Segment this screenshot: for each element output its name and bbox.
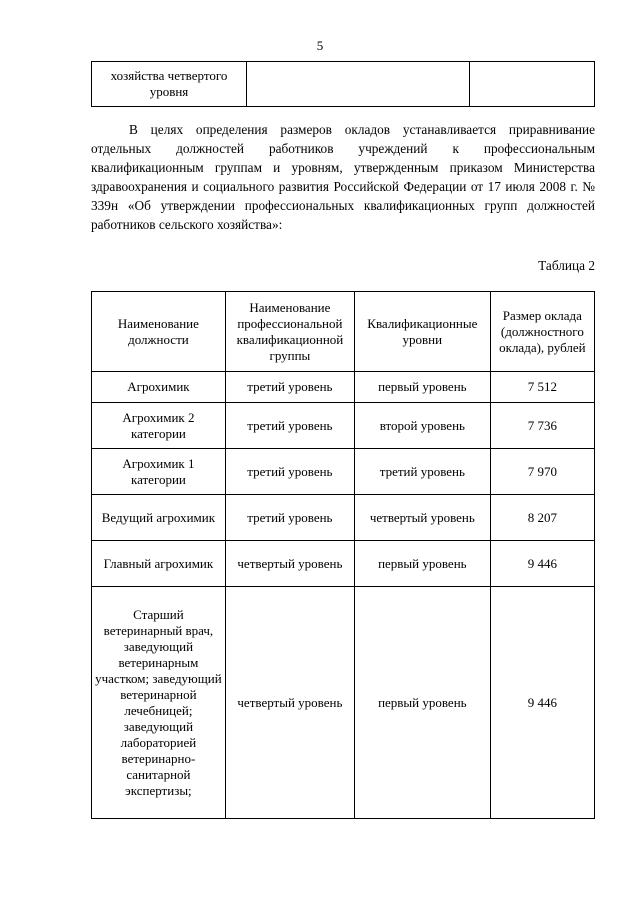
table-cell: третий уровень	[225, 495, 354, 541]
table-row	[92, 541, 595, 587]
table-row	[92, 62, 595, 107]
table-cell	[247, 62, 470, 107]
table-cell: четвертый уровень	[225, 541, 354, 587]
table-cell: Старший ветеринарный врач, заведующий ветеринарным участком; заведующий ветеринарной лечебницей; заведующий лабораторией ветеринарно-санитарной экспертизы;	[92, 587, 226, 819]
table-row	[92, 449, 595, 495]
table-row	[92, 587, 595, 819]
table-cell: четвертый уровень	[354, 495, 490, 541]
table-cell: Агрохимик 2 категории	[92, 403, 226, 449]
column-header: Наименование профессиональной квалификационной группы	[225, 292, 354, 372]
table-cell: Агрохимик 1 категории	[92, 449, 226, 495]
table-cell: Главный агрохимик	[92, 541, 226, 587]
table-cell: первый уровень	[354, 372, 490, 403]
table-cell: четвертый уровень	[225, 587, 354, 819]
table-cell: 7 512	[490, 372, 594, 403]
column-header: Наименование должности	[92, 292, 226, 372]
table-cell: 9 446	[490, 587, 594, 819]
table-cell: 7 736	[490, 403, 594, 449]
table-cell: 8 207	[490, 495, 594, 541]
page-number: 5	[316, 38, 324, 53]
table-cell: третий уровень	[225, 449, 354, 495]
continued-table	[91, 61, 595, 107]
table-row	[92, 403, 595, 449]
table-cell: третий уровень	[354, 449, 490, 495]
table-header-row	[92, 292, 595, 372]
table-cell: первый уровень	[354, 541, 490, 587]
table-cell: первый уровень	[354, 587, 490, 819]
body-paragraph: В целях определения размеров окладов устанавливается приравнивание отдельных должностей работников учреждений к профессиональным квалификационным группам и уровням, утвержденным приказом Министерства здравоохранения и социального развития Российской Федерации от 17 июля 2008 г. № 339н «Об утверждении профессиональных квалификационных групп должностей работников сельского хозяйства»:	[91, 122, 595, 232]
table-row	[92, 495, 595, 541]
table-cell: 9 446	[490, 541, 594, 587]
column-header: Размер оклада (должностного оклада), рублей	[490, 292, 594, 372]
table-caption: Таблица 2	[538, 258, 595, 273]
table-cell	[470, 62, 595, 107]
column-header: Квалификационные уровни	[354, 292, 490, 372]
table-cell: 7 970	[490, 449, 594, 495]
table-cell: Агрохимик	[92, 372, 226, 403]
table-row	[92, 372, 595, 403]
table-cell: хозяйства четвертого уровня	[92, 62, 247, 107]
table-cell: Ведущий агрохимик	[92, 495, 226, 541]
table-cell: третий уровень	[225, 403, 354, 449]
salary-table	[91, 291, 595, 819]
table-cell: второй уровень	[354, 403, 490, 449]
table-cell: третий уровень	[225, 372, 354, 403]
